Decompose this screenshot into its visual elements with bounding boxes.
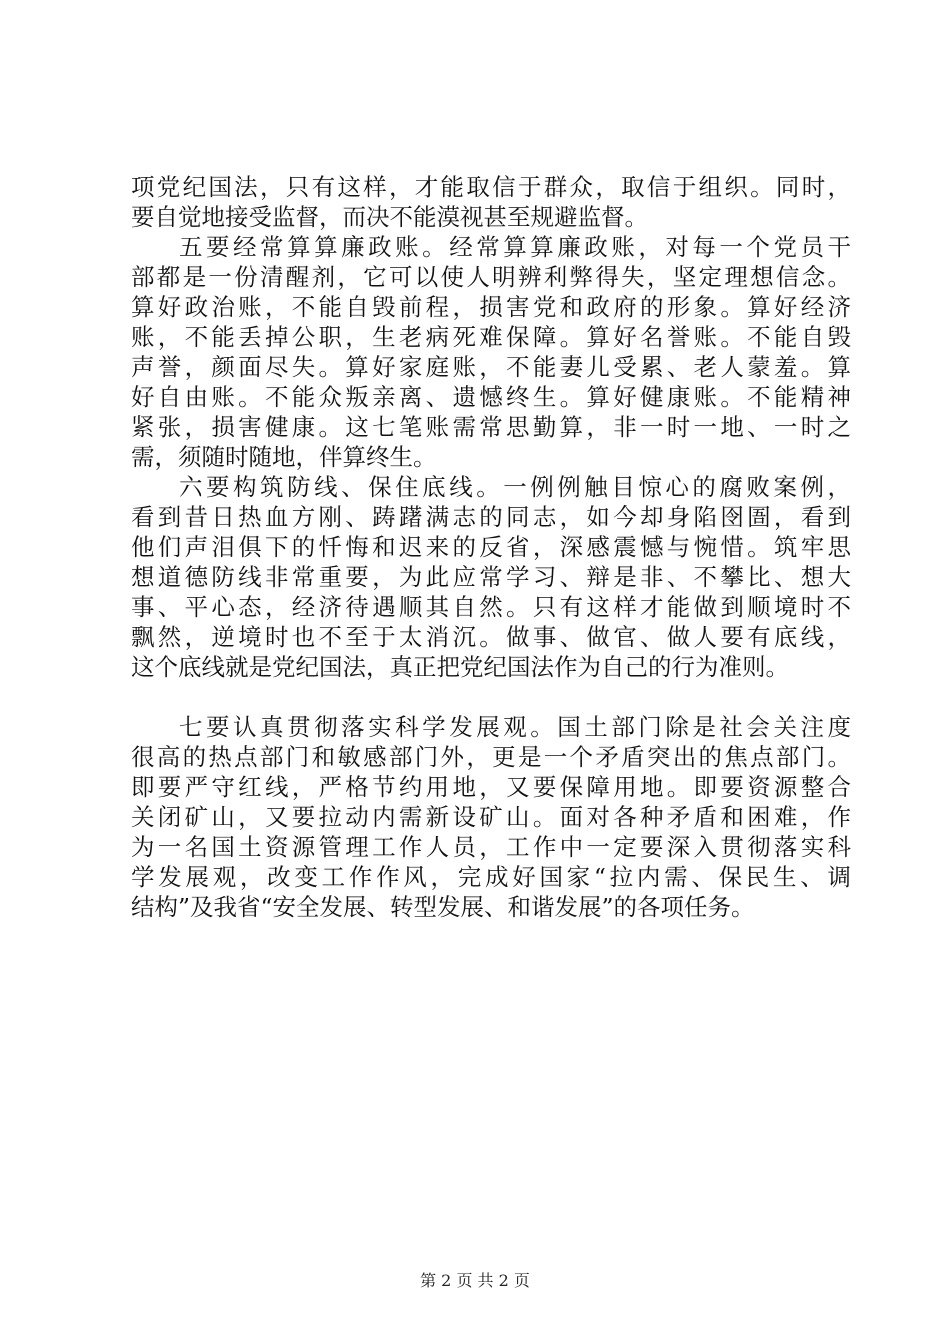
text-line: 要自觉地接受监督，而决不能漠视甚至规避监督。	[131, 203, 648, 231]
paragraph	[131, 172, 851, 232]
text-line: 账，不能丢掉公职，生老病死难保障。算好名誉账。不能自毁	[131, 323, 851, 351]
text-line: 即要严守红线，严格节约用地，又要保障用地。即要资源整合	[131, 773, 851, 801]
text-line: 七要认真贯彻落实科学发展观。国土部门除是社会关注度	[179, 713, 851, 741]
text-line: 他们声泪俱下的忏悔和迟来的反省，深感震憾与惋惜。筑牢思	[131, 533, 851, 561]
text-line: 五要经常算算廉政账。经常算算廉政账，对每一个党员干	[179, 233, 851, 261]
text-line: 这个底线就是党纪国法，真正把党纪国法作为自己的行为准则。	[131, 653, 789, 681]
text-line: 项党纪国法，只有这样，才能取信于群众，取信于组织。同时，	[131, 173, 851, 201]
text-line: 需，须随时随地，伴算终生。	[131, 443, 437, 471]
text-line: 想道德防线非常重要，为此应常学习、辩是非、不攀比、想大	[131, 563, 851, 591]
paragraph	[131, 712, 851, 922]
text-line: 六要构筑防线、保住底线。一例例触目惊心的腐败案例，	[179, 473, 851, 501]
text-line: 声誉，颜面尽失。算好家庭账，不能妻儿受累、老人蒙羞。算	[131, 353, 851, 381]
text-line: 算好政治账，不能自毁前程，损害党和政府的形象。算好经济	[131, 293, 851, 321]
text-line: 事、平心态，经济待遇顺其自然。只有这样才能做到顺境时不	[131, 593, 851, 621]
text-line: 好自由账。不能众叛亲离、遗憾终生。算好健康账。不能精神	[131, 383, 851, 411]
text-line: 很高的热点部门和敏感部门外，更是一个矛盾突出的焦点部门。	[131, 743, 851, 771]
paragraph	[131, 472, 851, 682]
text-line: 看到昔日热血方刚、踌躇满志的同志，如今却身陷囹圄，看到	[131, 503, 851, 531]
paragraph-gap	[131, 682, 851, 712]
text-line: 飘然，逆境时也不至于太消沉。做事、做官、做人要有底线，	[131, 623, 851, 651]
text-line: 为一名国土资源管理工作人员，工作中一定要深入贯彻落实科	[131, 833, 851, 861]
text-line: 学发展观，改变工作作风，完成好国家“拉内需、保民生、调	[131, 863, 851, 891]
document-body	[131, 172, 851, 922]
paragraph	[131, 232, 851, 472]
text-line: 关闭矿山，又要拉动内需新设矿山。面对各种矛盾和困难，作	[131, 803, 851, 831]
text-line: 部都是一份清醒剂，它可以使人明辨利弊得失，坚定理想信念。	[131, 263, 851, 291]
page-footer: 第 2 页 共 2 页	[420, 1271, 530, 1290]
text-line: 紧张，损害健康。这七笔账需常思勤算，非一时一地、一时之	[131, 413, 851, 441]
text-line: 结构”及我省“安全发展、转型发展、和谐发展”的各项任务。	[131, 893, 755, 921]
